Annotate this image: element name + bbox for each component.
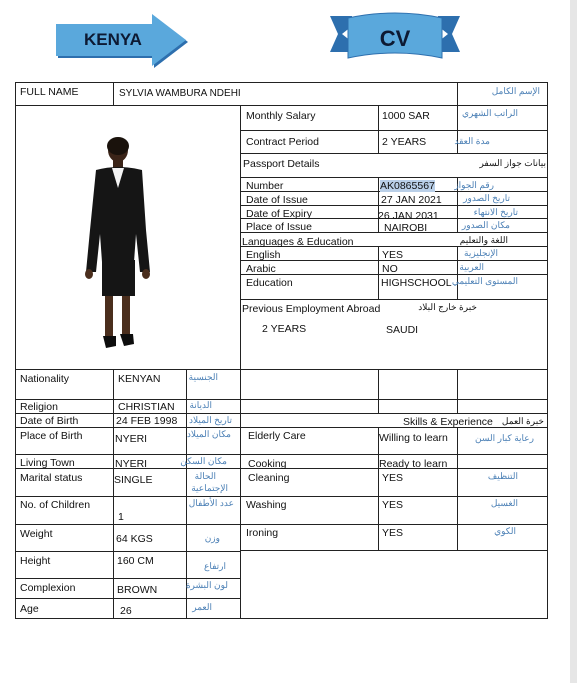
cooking-value: Ready to learn <box>379 458 448 470</box>
contract-label-ar: مدة العقد <box>454 136 490 146</box>
arabic-value: NO <box>382 263 398 275</box>
expiry-date-value: 26 JAN 2031 <box>378 210 439 222</box>
nationality-label-ar: الجنسية <box>188 372 218 382</box>
living-town-label-ar: مكان السكن <box>180 456 227 466</box>
dob-value: 24 FEB 1998 <box>116 415 178 427</box>
passport-number-value: AK0865567 <box>380 180 435 192</box>
elderly-care-label: Elderly Care <box>248 430 306 442</box>
children-label: No. of Children <box>20 499 91 511</box>
salary-label-ar: الراتب الشهري <box>462 108 518 118</box>
kenya-banner-text: KENYA <box>84 30 142 49</box>
full-name-label-ar: الإسم الكامل <box>491 86 540 96</box>
kenya-banner <box>56 14 192 70</box>
passport-title: Passport Details <box>243 158 320 170</box>
marital-label-ar1: الحالة <box>194 471 216 481</box>
salary-value: 1000 SAR <box>382 110 430 122</box>
issue-date-label: Date of Issue <box>246 194 308 206</box>
ironing-value: YES <box>382 527 404 539</box>
education-label: Education <box>246 277 293 289</box>
living-town-label: Living Town <box>20 457 75 469</box>
height-label: Height <box>20 555 51 567</box>
weight-value: 64 KGS <box>116 533 153 545</box>
complexion-label: Complexion <box>20 582 76 594</box>
age-label-ar: العمر <box>192 602 212 612</box>
candidate-photo <box>76 134 166 356</box>
english-label-ar: الإنجليزية <box>464 248 498 258</box>
passport-number-label: Number <box>246 180 284 192</box>
education-value: HIGHSCHOOL <box>381 277 452 289</box>
nationality-label: Nationality <box>20 373 70 385</box>
page-edge-strip <box>570 0 577 683</box>
height-label-ar: ارتفاع <box>203 561 226 571</box>
arabic-label-ar: العربية <box>459 262 484 272</box>
issue-date-value: 27 JAN 2021 <box>381 194 442 206</box>
religion-label-ar: الديانة <box>189 400 212 410</box>
complexion-value: BROWN <box>117 584 158 596</box>
arabic-label: Arabic <box>246 263 276 275</box>
dob-label: Date of Birth <box>20 415 79 427</box>
contract-value: 2 YEARS <box>382 136 427 148</box>
english-label: English <box>246 249 281 261</box>
languages-title-ar: اللغة والتعليم <box>459 235 508 245</box>
height-value: 160 CM <box>117 555 154 567</box>
skills-title: Skills & Experience <box>403 416 493 428</box>
washing-value: YES <box>382 499 404 511</box>
passport-number-label-ar: رقم الجواز <box>454 180 494 190</box>
age-label: Age <box>20 603 39 615</box>
issue-place-value: NAIROBI <box>384 222 428 234</box>
issue-place-label-ar: مكان الصدور <box>461 220 510 230</box>
employment-title: Previous Employment Abroad <box>242 303 381 315</box>
religion-label: Religion <box>20 401 58 413</box>
employment-country: SAUDI <box>386 324 419 336</box>
cleaning-label: Cleaning <box>248 472 290 484</box>
religion-value: CHRISTIAN <box>118 401 175 413</box>
skills-title-ar: خبرة العمل <box>501 416 544 426</box>
weight-label-ar: وزن <box>204 533 220 543</box>
issue-place-label: Place of Issue <box>246 221 312 233</box>
elderly-care-value: Willing to learn <box>379 432 448 444</box>
languages-title: Languages & Education <box>242 236 354 248</box>
children-value: 1 <box>118 511 124 523</box>
issue-date-label-ar: تاريخ الصدور <box>463 193 510 203</box>
cleaning-value: YES <box>382 472 404 484</box>
expiry-date-label: Date of Expiry <box>246 208 312 220</box>
employment-title-ar: خبرة خارج البلاد <box>418 302 477 312</box>
cv-banner <box>330 12 460 66</box>
cooking-label: Cooking <box>248 458 287 470</box>
marital-value: SINGLE <box>114 474 153 486</box>
marital-label: Marital status <box>20 472 83 484</box>
passport-title-ar: بيانات جواز السفر <box>479 158 546 168</box>
cleaning-label-ar: التنظيف <box>487 471 518 481</box>
ironing-label: Ironing <box>246 527 279 539</box>
pob-value: NYERI <box>115 433 148 445</box>
elderly-care-label-ar: رعاية كبار السن <box>474 433 534 443</box>
dob-label-ar: تاريخ الميلاد <box>189 415 232 425</box>
washing-label-ar: الغسيل <box>490 498 518 508</box>
employment-years: 2 YEARS <box>262 323 307 335</box>
education-label-ar: المستوى التعليمي <box>451 276 518 286</box>
complexion-label-ar: لون البشرة <box>185 580 228 590</box>
contract-label: Contract Period <box>246 136 319 148</box>
pob-label: Place of Birth <box>20 430 83 442</box>
full-name-value: SYLVIA WAMBURA NDEHI <box>119 88 241 99</box>
washing-label: Washing <box>246 499 287 511</box>
expiry-date-label-ar: تاريخ الانتهاء <box>473 207 518 217</box>
weight-label: Weight <box>20 528 53 540</box>
cv-banner-text: CV <box>379 26 411 51</box>
english-value: YES <box>382 249 404 261</box>
age-value: 26 <box>120 605 132 617</box>
salary-label: Monthly Salary <box>246 110 316 122</box>
marital-label-ar2: الإجتماعية <box>191 483 228 493</box>
pob-label-ar: مكان الميلاد <box>186 429 231 439</box>
full-name-label: FULL NAME <box>20 86 79 98</box>
nationality-value: KENYAN <box>118 373 161 385</box>
ironing-label-ar: الكوي <box>494 526 516 536</box>
children-label-ar: عدد الأطفال <box>188 498 234 508</box>
living-town-value: NYERI <box>115 458 148 470</box>
